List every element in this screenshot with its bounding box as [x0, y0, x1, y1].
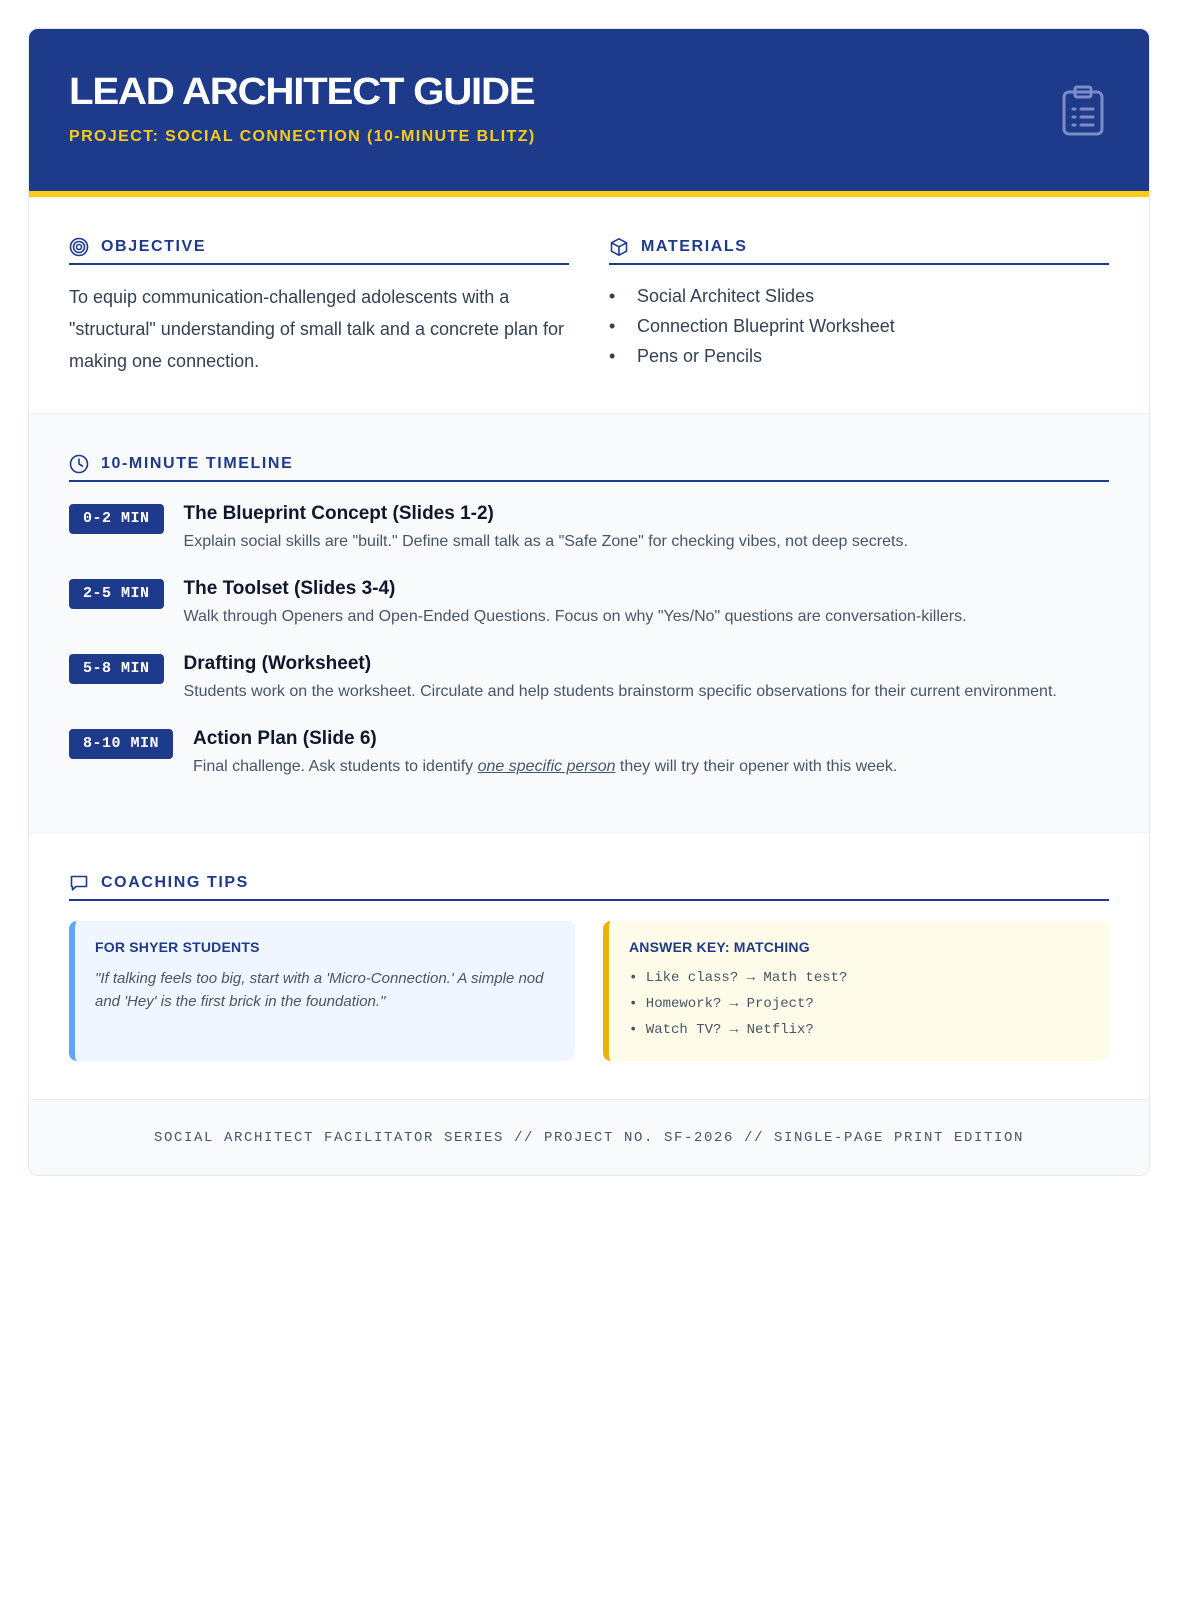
tip-quote: "If talking feels too big, start with a 'Micro-Connection.' A simple nod and 'Hey' is the first brick in the foundation."	[95, 970, 544, 1010]
objective-text: To equip communication-challenged adolescents with a "structural" understanding of small talk and a concrete plan for making one connection.	[69, 287, 565, 371]
guide-card	[28, 28, 1150, 1176]
timeline-item-title: The Blueprint Concept (Slides 1-2)	[183, 503, 494, 524]
page-subtitle: PROJECT: SOCIAL CONNECTION (10-MINUTE BLITZ)	[69, 128, 536, 145]
timeline-heading	[69, 454, 1109, 482]
footer-text: SOCIAL ARCHITECT FACILITATOR SERIES // PROJECT NO. SF-2026 // SINGLE-PAGE PRINT EDITION	[153, 1129, 1025, 1146]
tip-title: ANSWER KEY: MATCHING	[629, 939, 810, 955]
time-badge: 8-10 MIN	[69, 729, 173, 759]
list-item: • Pens or Pencils	[609, 341, 1109, 371]
time-badge: 2-5 MIN	[69, 579, 164, 609]
list-item: • Like class? → Math test?	[629, 970, 848, 986]
desc-text: they will try their opener with this week.	[615, 758, 898, 775]
list-item: • Watch TV? → Netflix?	[629, 1022, 814, 1038]
timeline-item-desc	[193, 755, 897, 778]
timeline-item-desc: Explain social skills are "built." Define small talk as a "Safe Zone" for checking vibes, not deep secrets.	[183, 533, 908, 550]
page-title: LEAD ARCHITECT GUIDE	[69, 71, 535, 113]
tip-title: FOR SHYER STUDENTS	[95, 939, 260, 955]
timeline-section	[29, 413, 1149, 833]
answer-list	[629, 965, 1089, 1043]
objective-heading	[69, 237, 569, 265]
objective-label: OBJECTIVE	[101, 238, 207, 255]
list-item: • Social Architect Slides	[609, 281, 1109, 311]
timeline-item-desc: Walk through Openers and Open-Ended Questions. Focus on why "Yes/No" questions are conversation-killers.	[183, 608, 967, 625]
desc-text: Final challenge. Ask students to identify	[193, 758, 478, 775]
list-item: • Homework? → Project?	[629, 996, 814, 1012]
timeline-item	[69, 502, 1109, 553]
clipboard-icon	[1061, 85, 1105, 137]
timeline-item	[69, 727, 1109, 778]
clock-icon	[69, 454, 89, 474]
timeline-item	[69, 577, 1109, 628]
page-footer	[29, 1099, 1149, 1175]
timeline-item-title: Action Plan (Slide 6)	[193, 728, 377, 749]
emphasis-text: one specific person	[477, 758, 616, 775]
timeline-item	[69, 652, 1109, 703]
list-item: • Connection Blueprint Worksheet	[609, 311, 1109, 341]
coaching-label: COACHING TIPS	[101, 874, 249, 891]
tips-row	[69, 921, 1109, 1061]
answer-key-tip	[603, 921, 1109, 1061]
materials-heading	[609, 237, 1109, 265]
timeline-list	[69, 502, 1109, 778]
materials-block	[609, 237, 1109, 371]
coaching-heading	[69, 873, 1109, 901]
timeline-label: 10-MINUTE TIMELINE	[101, 455, 294, 472]
timeline-item-title: The Toolset (Slides 3-4)	[183, 578, 396, 599]
timeline-item-title: Drafting (Worksheet)	[183, 653, 372, 674]
target-icon	[69, 237, 89, 257]
time-badge: 0-2 MIN	[69, 504, 164, 534]
coaching-section	[29, 833, 1149, 1099]
overview-section	[29, 197, 1149, 413]
chat-icon	[69, 873, 89, 893]
objective-block	[69, 237, 569, 371]
shy-students-tip	[69, 921, 575, 1061]
timeline-item-desc: Students work on the worksheet. Circulate and help students brainstorm specific observations for their current environment.	[183, 683, 1057, 700]
materials-label: MATERIALS	[641, 238, 748, 255]
page-header	[29, 29, 1149, 197]
materials-list	[609, 281, 1109, 371]
box-icon	[609, 237, 629, 257]
time-badge: 5-8 MIN	[69, 654, 164, 684]
